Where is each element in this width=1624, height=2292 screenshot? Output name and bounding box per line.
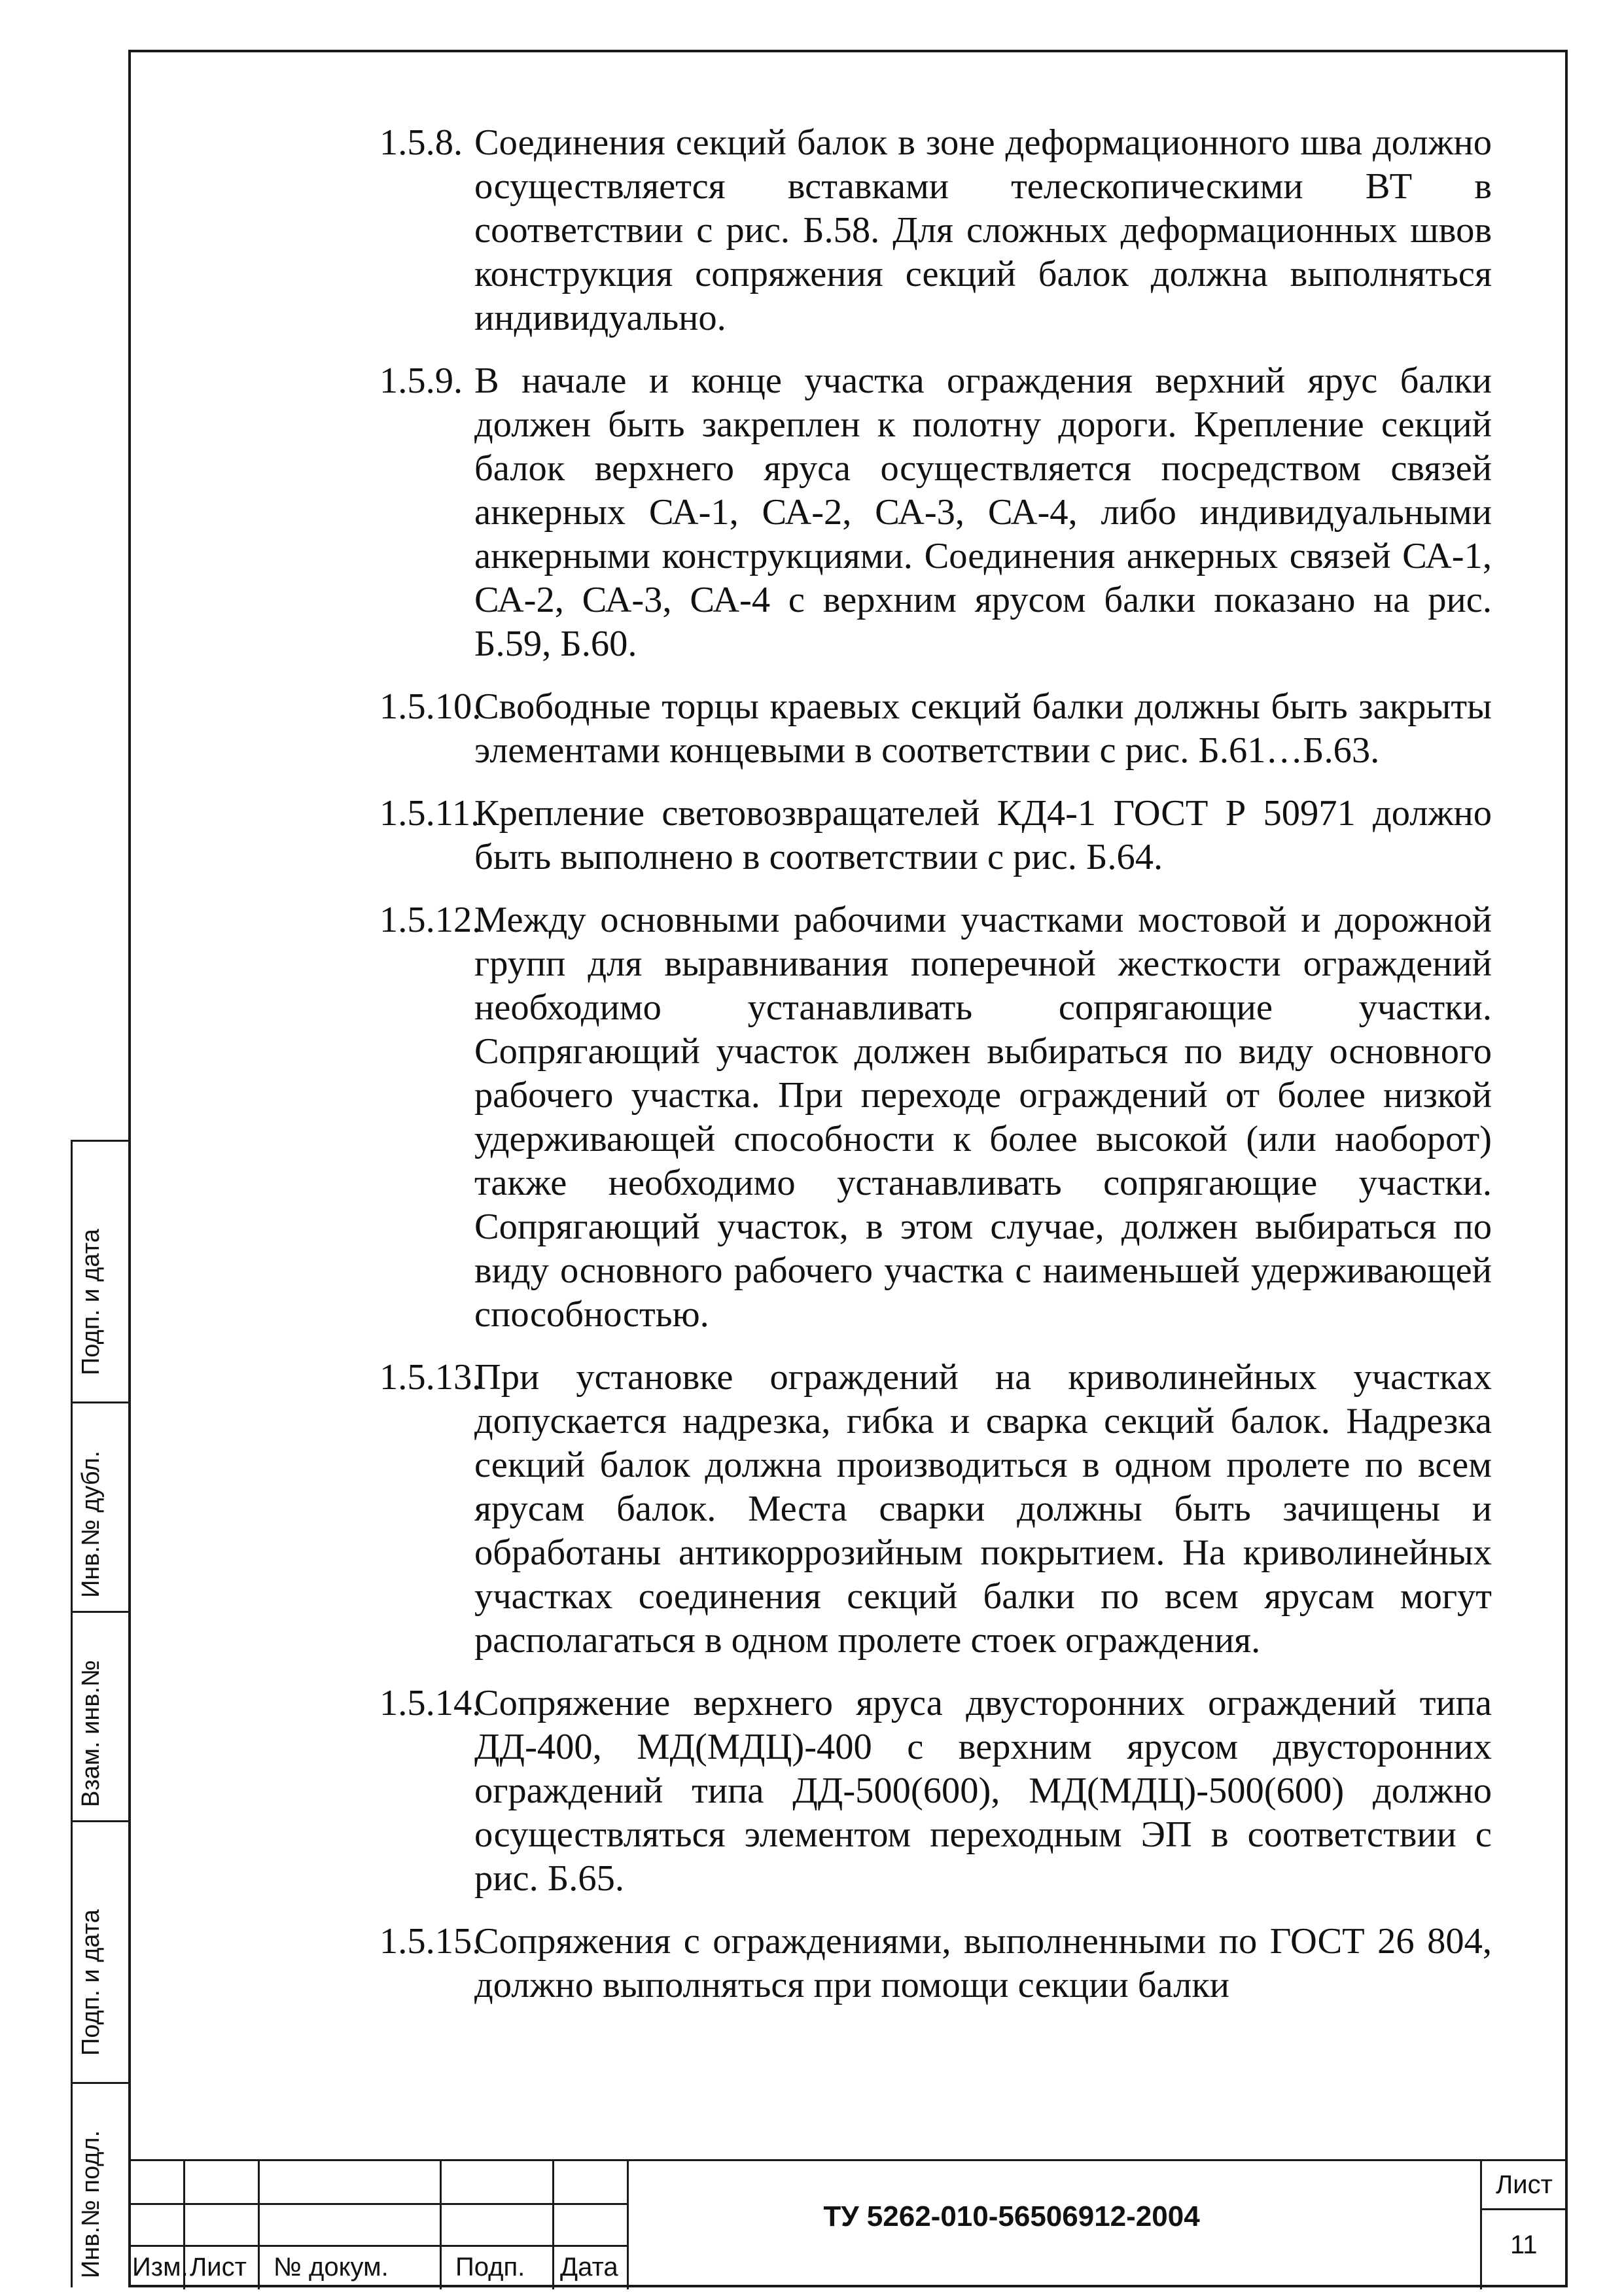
clause-text: В начале и конце участка ограждения верхний ярус балки должен быть закреплен к полотну дороги. Крепление секций балок верхнего яруса осуществляется посредством связей анкерных СА-1, СА-2, СА-3, СА-4, либо индивидуальными анкерными конструкциями. Соединения анкерных связей СА-1, СА-2, СА-3, СА-4 с верхним ярусом балки показано на рис. Б.59, Б.60. (474, 361, 1492, 664)
tb-divider (128, 2203, 627, 2205)
clause-1-5-14 (380, 1682, 1492, 1901)
clause-number: 1.5.14. (380, 1683, 482, 1723)
clause-1-5-11 (380, 792, 1492, 879)
clause-number: 1.5.10. (380, 686, 482, 727)
title-block (128, 2159, 1568, 2287)
clause-text: Соединения секций балок в зоне деформационного шва должно осуществляется вставками телескопическими ВТ в соответствии с рис. Б.58. Для сложных деформационных швов конструкция сопряжения секций балок должна выполняться индивидуально. (474, 122, 1492, 338)
inv-dubl-label: Инв.№ дубл. (77, 1451, 105, 1598)
clause-number: 1.5.13. (380, 1357, 482, 1398)
body-text (380, 121, 1492, 2026)
clause-text: Свободные торцы краевых секций балки должны быть закрыты элементами концевыми в соответствии с рис. Б.61…Б.63. (474, 686, 1492, 771)
podp-header: Подп. (455, 2253, 525, 2282)
data-header: Дата (560, 2253, 618, 2282)
clause-1-5-12 (380, 898, 1492, 1337)
clause-1-5-10 (380, 685, 1492, 773)
izm-header: Изм. (132, 2253, 188, 2282)
podp-data-label-2: Подп. и дата (77, 1909, 105, 2056)
tb-divider (552, 2161, 554, 2289)
side-stamp (71, 1140, 128, 2287)
inv-podl-label: Инв.№ подл. (77, 2130, 105, 2278)
tb-divider (1480, 2161, 1482, 2289)
clause-text: Между основными рабочими участками мостовой и дорожной групп для выравнивания поперечной жесткости ограждений необходимо устанавливать сопрягающие участки. Сопрягающий участок должен выбираться по виду основного рабочего участка. При переходе ограждений от более низкой удерживающей способности к более высокой (или наоборот) также необходимо устанавливать сопрягающие участки. Сопрягающий участок, в этом случае, должен выбираться по виду основного рабочего участка с наименьшей удерживающей способностью. (474, 900, 1492, 1335)
clause-1-5-15 (380, 1920, 1492, 2007)
sheet-number: 11 (1510, 2230, 1538, 2259)
clause-1-5-8 (380, 121, 1492, 340)
document-designation: ТУ 5262-010-56506912-2004 (823, 2200, 1200, 2232)
clause-number: 1.5.8. (380, 122, 463, 163)
clause-number: 1.5.12. (380, 900, 482, 940)
clause-text: При установке ограждений на криволинейных участках допускается надрезка, гибка и сварка секций балок. Надрезка секций балок должна производиться в одном пролете по всем ярусам балок. Места сварки должны быть зачищены и обработаны антикоррозийным покрытием. На криволинейных участках соединения секций балки по всем ярусам могут располагаться в одном пролете стоек ограждения. (474, 1357, 1492, 1661)
list-header: Лист (190, 2253, 247, 2282)
clause-number: 1.5.15. (380, 1921, 482, 1962)
clause-1-5-9 (380, 359, 1492, 666)
vzam-inv-label: Взам. инв.№ (77, 1660, 105, 1807)
tb-divider (440, 2161, 442, 2289)
strip-divider (73, 1820, 130, 1822)
clause-text: Сопряжения с ограждениями, выполненными по ГОСТ 26 804, должно выполняться при помощи секции балки (474, 1921, 1492, 2005)
tb-divider (128, 2245, 627, 2247)
tb-divider (258, 2161, 260, 2289)
podp-data-label: Подп. и дата (77, 1229, 105, 1375)
strip-divider (73, 1140, 130, 1142)
clause-number: 1.5.11. (380, 793, 480, 834)
clause-1-5-13 (380, 1356, 1492, 1663)
sheet-label: Лист (1496, 2170, 1553, 2199)
clause-number: 1.5.9. (380, 361, 463, 401)
dokum-header: № докум. (274, 2253, 389, 2282)
clause-text: Сопряжение верхнего яруса двусторонних ограждений типа ДД-400, МД(МДЦ)-400 с верхним ярусом двусторонних ограждений типа ДД-500(600), МД(МДЦ)-500(600) должно осуществляться элементом переходным ЭП в соответствии с рис. Б.65. (474, 1683, 1492, 1899)
clause-text: Крепление световозвращателей КД4-1 ГОСТ Р 50971 должно быть выполнено в соответствии с рис. Б.64. (474, 793, 1492, 877)
tb-divider (1480, 2208, 1568, 2210)
